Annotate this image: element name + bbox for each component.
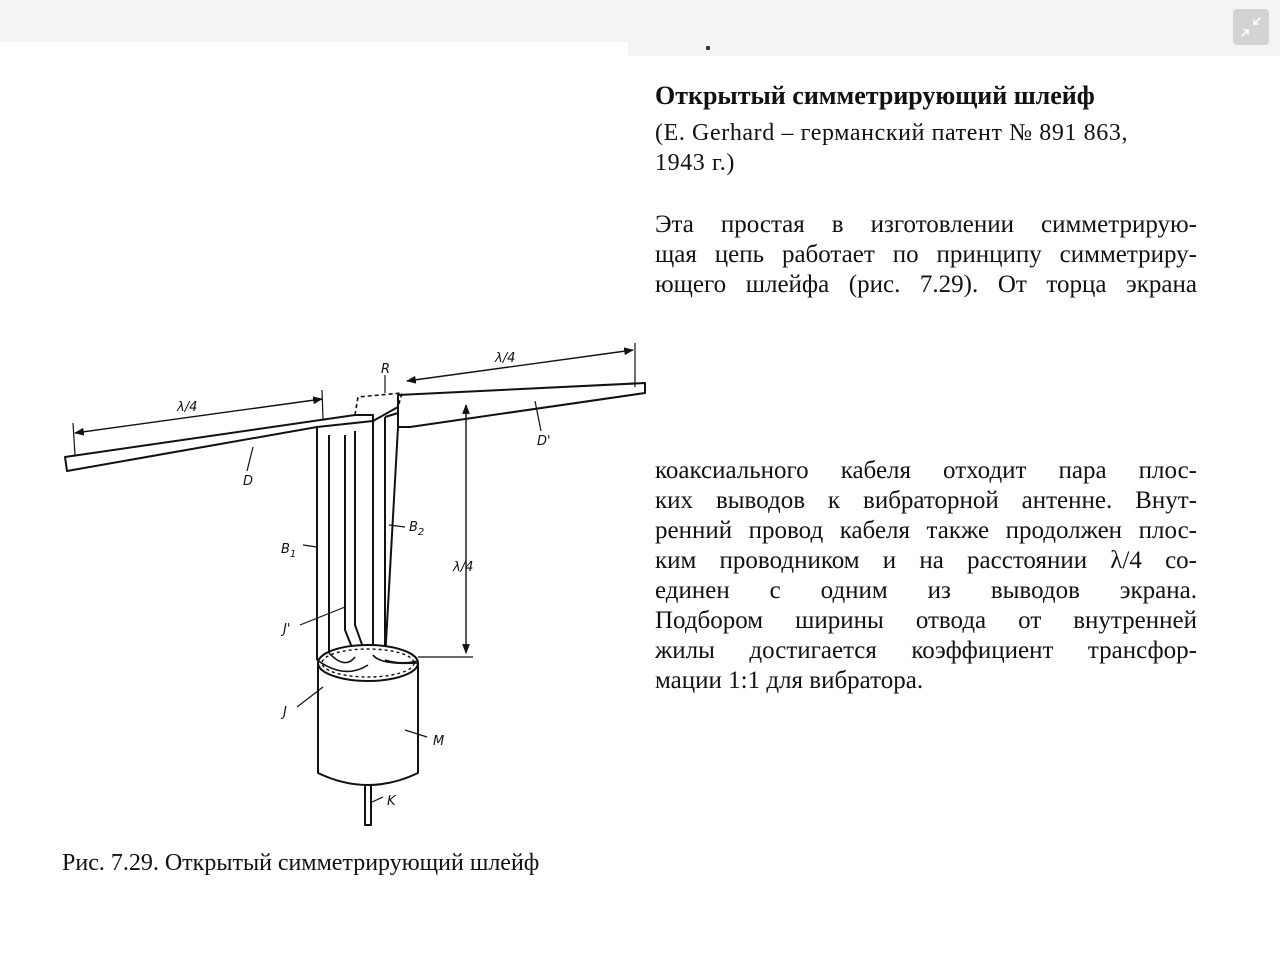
body-text-line: ющего шлейфа (рис. 7.29). От торца экрана — [655, 271, 1197, 298]
viewer-top-strip — [628, 42, 1280, 56]
balun-stub-figure — [55, 335, 655, 835]
section-title: Открытый симметрирующий шлейф — [655, 81, 1095, 110]
page-mark — [706, 46, 710, 50]
strip-b2 — [373, 417, 398, 660]
collapse-arrows-icon — [1240, 16, 1262, 38]
body-text-line: щая цепь работает по принципу симметриру- — [655, 241, 1197, 268]
body-text-line: мации 1:1 для вибратора. — [655, 667, 924, 694]
body-text-line: Подбором ширины отвода от внутренней — [655, 607, 1197, 634]
dipole-arm-left — [65, 415, 373, 471]
body-text-line: жилы достигается коэффициент трансфор- — [655, 637, 1197, 664]
body-text-line: Эта простая в изготовлении симметрирую- — [655, 211, 1197, 238]
body-text-line: ренний провод кабеля также продолжен плос- — [655, 517, 1197, 544]
label-lambda-vertical: λ/4 — [453, 560, 474, 575]
body-text-line: ких выводов к вибраторной антенне. Внут- — [655, 487, 1197, 514]
exit-fullscreen-button[interactable] — [1233, 9, 1269, 45]
feed-gap — [355, 393, 402, 415]
label-m: M — [433, 734, 445, 749]
label-j: J — [283, 705, 287, 720]
dim-right-lambda — [407, 350, 633, 381]
label-b1: $B_1$ — [281, 542, 297, 560]
label-d: D — [243, 474, 254, 489]
body-text-line: единен с одним из выводов экрана. — [655, 577, 1197, 604]
label-d-prime: D' — [537, 434, 551, 449]
body-text-line: коаксиального кабеля отходит пара плос- — [655, 457, 1197, 484]
figure-caption: Рис. 7.29. Открытый симметрирующий шлейф — [62, 850, 540, 876]
label-j-prime: J' — [283, 622, 291, 637]
label-lambda-right: λ/4 — [495, 351, 516, 366]
label-r: R — [381, 362, 391, 377]
viewer-top-bar — [0, 0, 1280, 42]
label-lambda-left: λ/4 — [177, 400, 198, 415]
dipole-arm-right — [398, 383, 645, 427]
label-k: K — [387, 794, 396, 809]
body-text-line: ким проводником и на расстоянии λ/4 со- — [655, 547, 1197, 574]
patent-source-line-2: 1943 г.) — [655, 150, 735, 176]
strip-b1 — [317, 435, 329, 660]
patent-source-line-1: (E. Gerhard – германский патент № 891 863, — [655, 120, 1129, 146]
inner-strip-j-prime — [345, 431, 365, 655]
label-b2: $B_2$ — [409, 520, 425, 538]
center-conductor — [365, 785, 371, 825]
